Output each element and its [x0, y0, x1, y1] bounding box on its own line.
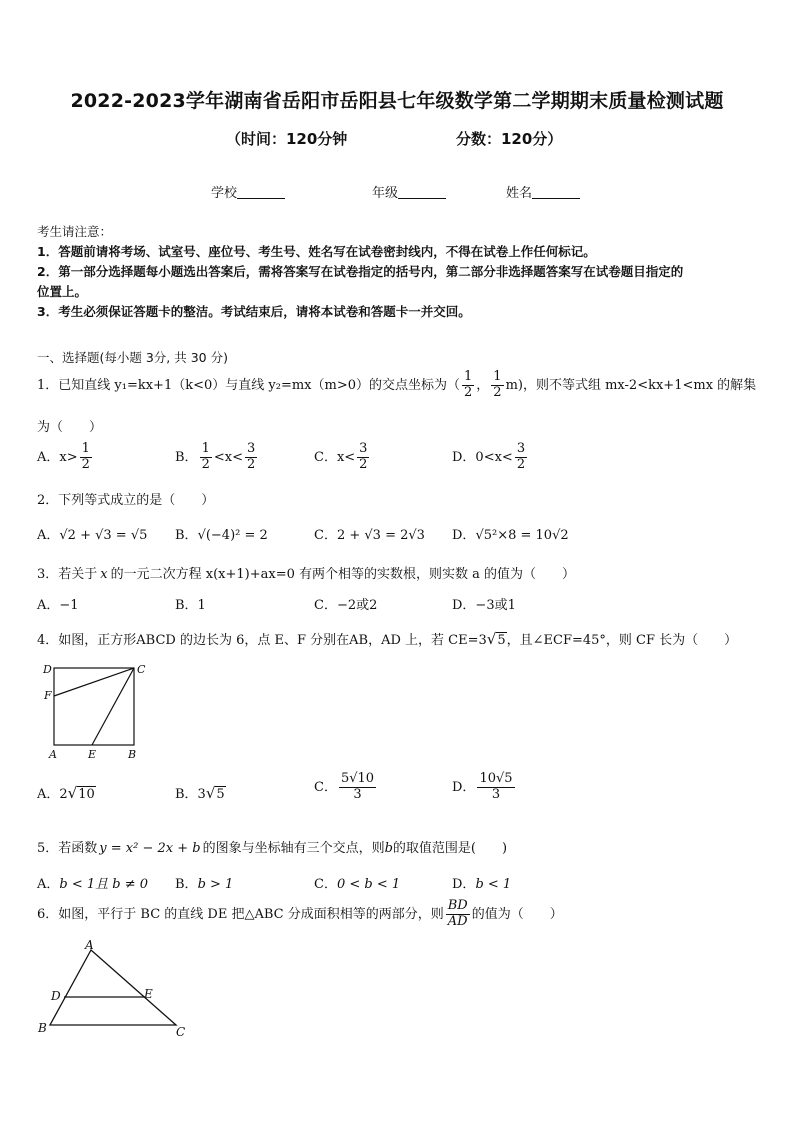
question-1-cont: 为（ ） [37, 420, 103, 435]
question-6-stem: 6．如图，平行于 BC 的直线 DE 把△ABC 分成面积相等的两部分，则 $\frac{BD}{AD}$ 的值为（ ） [37, 898, 563, 929]
q1-option-a: A．x> $\frac{1}{2}$ [37, 441, 90, 472]
segment-cf [54, 668, 134, 696]
q4-option-a: A．2√10 [37, 784, 95, 802]
name-label: 姓名 [506, 186, 533, 201]
math-expression: √(−4)² = 2 [197, 528, 268, 543]
question-1-stem: 1．已知直线 y₁=kx+1（k<0）与直线 y₂=mx（m>0）的交点坐标为（ $\frac{1}{2}$ ， $\frac{1}{2}$ m)，则不等式组 mx-2<kx+1<mx 的解集 [37, 369, 757, 400]
question-4-stem: 4．如图，正方形ABCD 的边长为 6，点 E、F 分别在AB，AD 上，若 CE=3√5，且∠ECF=45°，则 CF 长为（ ） [37, 630, 738, 648]
question-5-stem: 5．若函数 y = x² − 2x + b 的图象与坐标轴有三个交点，则b的取值范围是( ) [37, 841, 508, 856]
q4-option-d: D． $\frac{10√5}{3}$ [452, 771, 513, 802]
math-expression: y = x² − 2x + b [99, 841, 201, 856]
grade-field [372, 182, 446, 201]
grade-label: 年级 [372, 186, 399, 201]
school-label: 学校 [211, 186, 238, 201]
q2-option-b: B．√(−4)² = 2 [175, 528, 268, 543]
label-b: B [38, 1021, 47, 1035]
square-figure [40, 660, 150, 762]
label-e: E [88, 748, 97, 761]
school-blank [237, 186, 285, 199]
q4-option-b: B．3√5 [175, 784, 225, 802]
exam-time: （时间：120分钟 [226, 130, 348, 148]
math-expression: √2 + √3 = √5 [59, 528, 148, 543]
notice-item: 位置上。 [37, 284, 88, 299]
q5-option-a: A．b < 1且 b ≠ 0 [37, 877, 149, 892]
section-heading: 一、选择题(每小题 3分, 共 30 分) [37, 350, 228, 365]
q5-option-b: B．b > 1 [175, 877, 234, 892]
label-a: A [85, 938, 94, 952]
notice-item: 3．考生必须保证答题卡的整洁。考试结束后，请将本试卷和答题卡一并交回。 [37, 304, 471, 319]
label-f: F [44, 689, 52, 702]
label-a: A [49, 748, 57, 761]
exam-score: 分数：120分） [456, 130, 563, 148]
fraction-half: $\frac{1}{2}$ [493, 369, 502, 400]
paper-title: 2022-2023学年湖南省岳阳市岳阳县七年级数学第二学期期末质量检测试题 [70, 90, 724, 112]
fraction-half: $\frac{1}{2}$ [464, 369, 473, 400]
q3-option-c: C．−2或2 [314, 598, 378, 613]
q1-option-b: B． $\frac{1}{2}$ <x< $\frac{3}{2}$ [175, 441, 256, 472]
label-d: D [51, 989, 61, 1003]
name-field [506, 182, 580, 201]
label-c: C [176, 1025, 186, 1039]
name-blank [532, 186, 580, 199]
notice-heading: 考生请注意： [37, 224, 113, 239]
label-d: D [43, 663, 52, 676]
q4-option-c: C． $\frac{5√10}{3}$ [314, 771, 375, 802]
segment-ce [92, 668, 134, 745]
fraction-bd-ad: $\frac{BD}{AD}$ [447, 898, 468, 929]
triangle-figure [34, 938, 194, 1042]
label-b: B [128, 748, 137, 761]
label-c: C [137, 663, 146, 676]
notice-block [37, 222, 761, 322]
q3-option-b: B．1 [175, 598, 206, 613]
q1-option-d: D．0<x< $\frac{3}{2}$ [452, 441, 526, 472]
question-2-stem: 2．下列等式成立的是（ ） [37, 493, 215, 508]
q5-option-d: D．b < 1 [452, 877, 512, 892]
notice-item: 1．答题前请将考场、试室号、座位号、考生号、姓名写在试卷密封线内，不得在试卷上作任何标记。 [37, 244, 596, 259]
question-3-stem: 3．若关于 x 的一元二次方程 x(x+1)+ax=0 有两个相等的实数根，则实数 a 的值为（ ） [37, 567, 576, 582]
notice-item: 2．第一部分选择题每小题选出答案后，需将答案写在试卷指定的括号内，第二部分非选择题答案写在试卷题目指定的 [37, 264, 684, 279]
math-expression: 2 + √3 = 2√3 [336, 528, 425, 543]
math-expression: √5²×8 = 10√2 [475, 528, 569, 543]
q2-option-d: D．√5²×8 = 10√2 [452, 528, 569, 543]
q2-option-c: C．2 + √3 = 2√3 [314, 528, 425, 543]
grade-blank [398, 186, 446, 199]
label-e: E [144, 987, 153, 1001]
school-field [211, 182, 285, 201]
q3-option-d: D．−3或1 [452, 598, 516, 613]
q1-option-c: C．x< $\frac{3}{2}$ [314, 441, 368, 472]
square-abcd [54, 668, 134, 745]
q2-option-a: A．√2 + √3 = √5 [37, 528, 148, 543]
q3-option-a: A．−1 [37, 598, 79, 613]
triangle-abc [50, 950, 176, 1025]
q5-option-c: C．0 < b < 1 [314, 877, 401, 892]
